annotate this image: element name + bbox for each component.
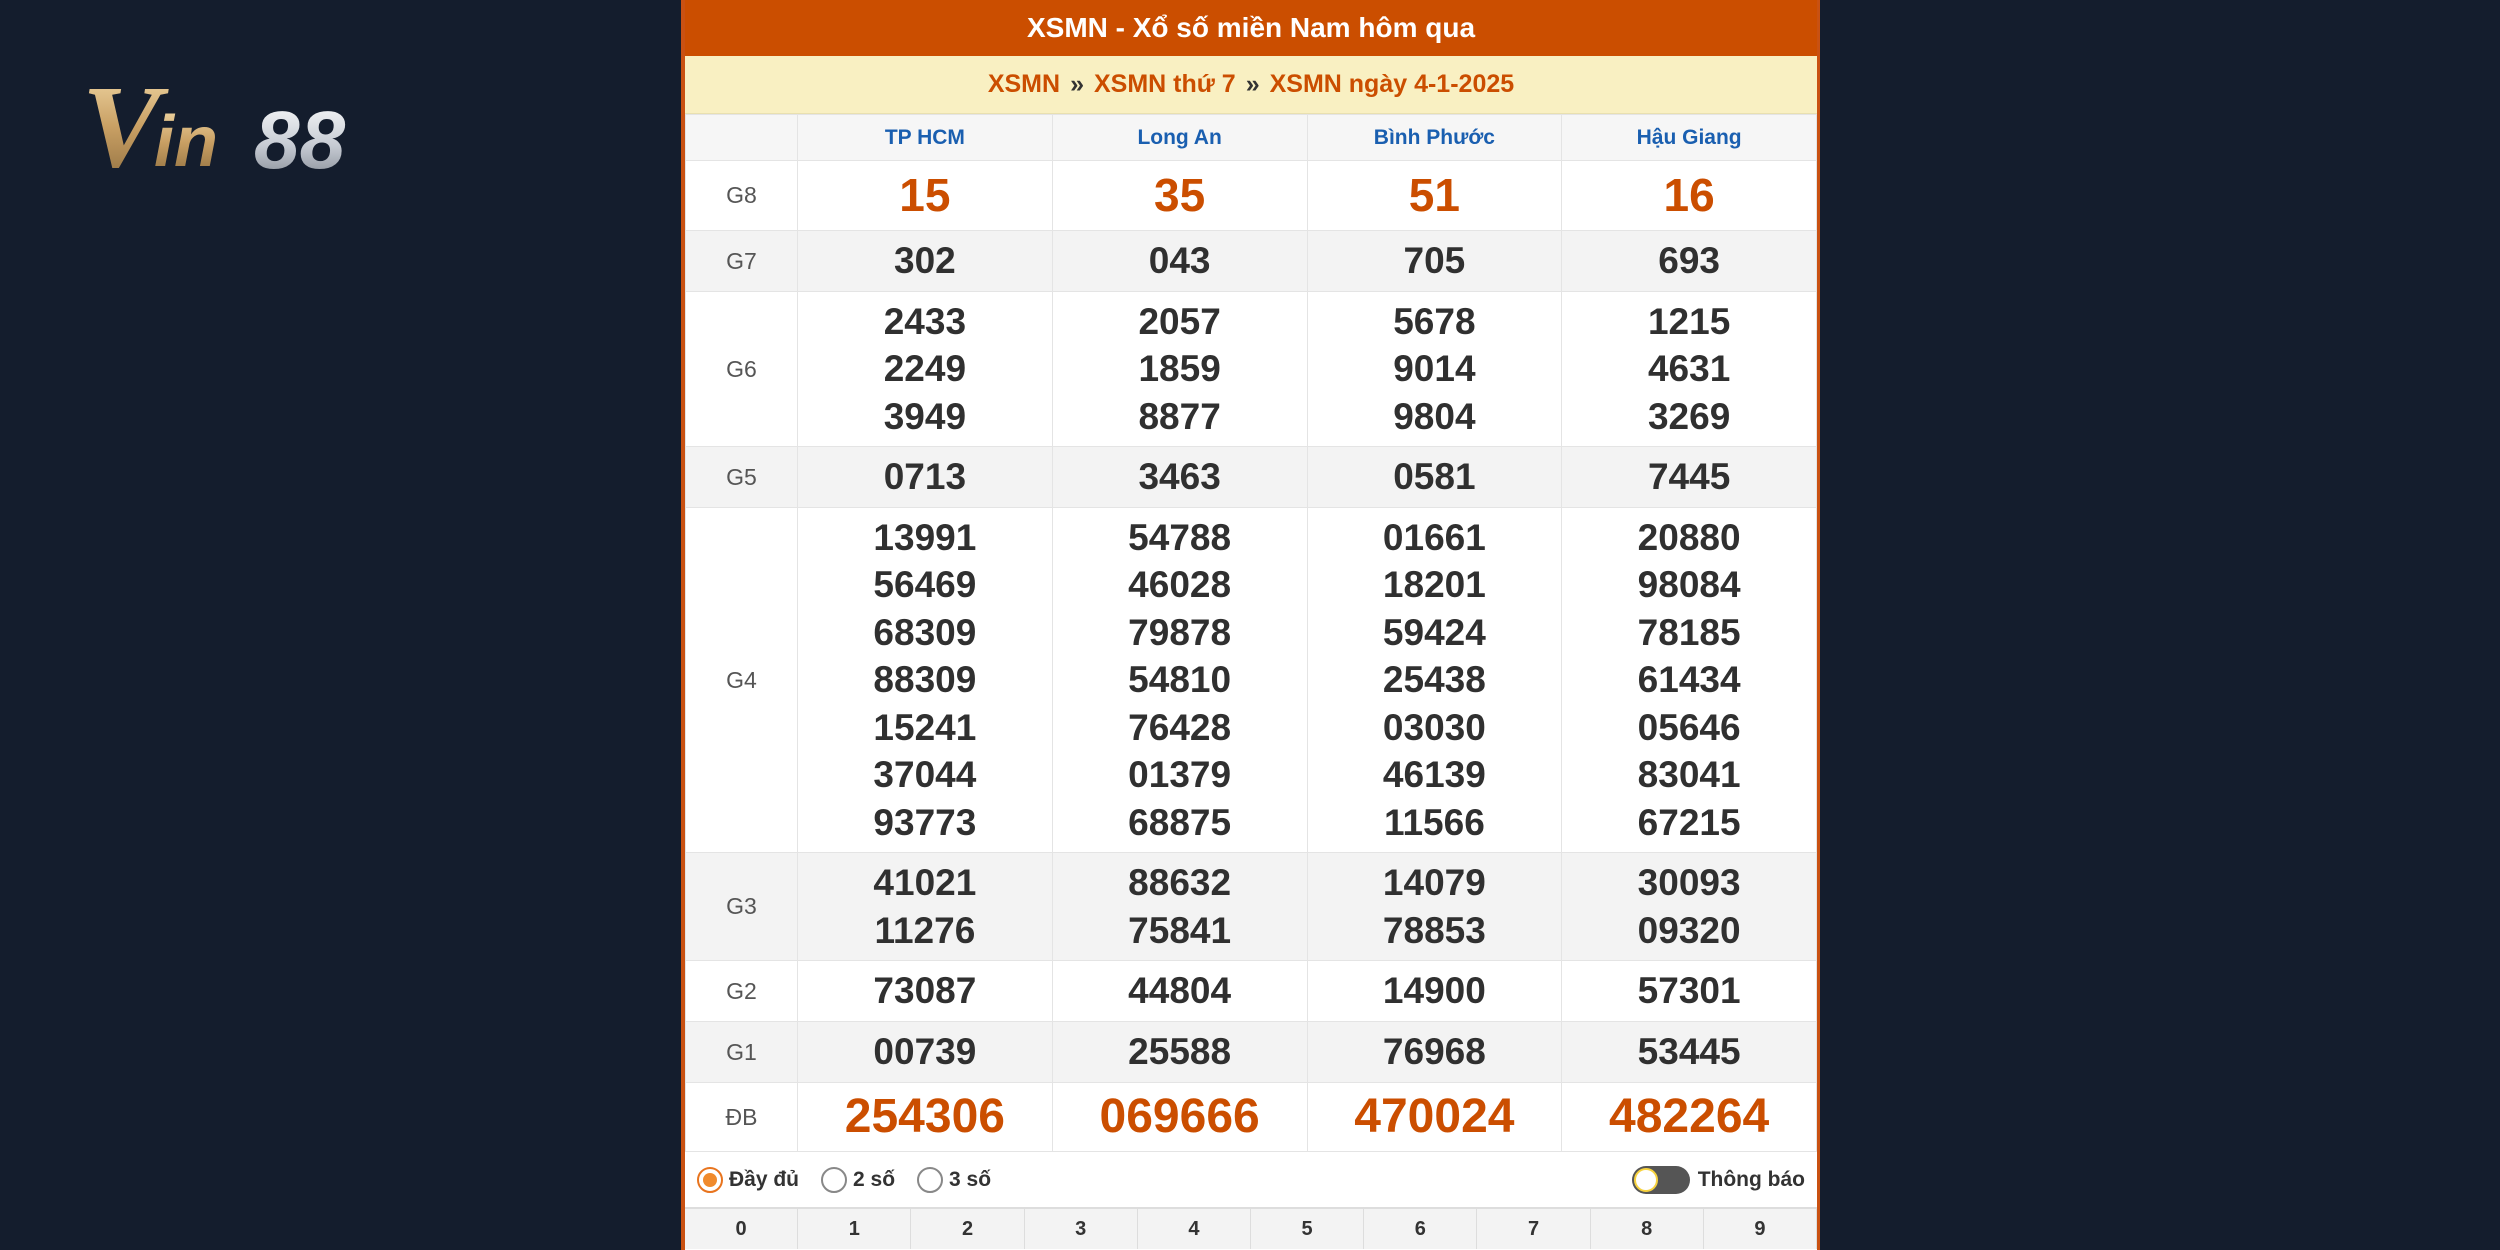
prize-number: 14900 — [1382, 970, 1486, 1012]
prize-row — [686, 961, 1817, 1022]
prize-cell — [1307, 508, 1562, 853]
prize-number: 67215 — [1637, 801, 1741, 843]
prize-label: G6 — [686, 292, 798, 447]
prize-cell — [1562, 292, 1817, 447]
prize-cell — [1052, 292, 1307, 447]
prize-number: 59424 — [1382, 611, 1486, 653]
prize-number: 20880 — [1637, 516, 1741, 558]
prize-row — [686, 1022, 1817, 1083]
prize-number: 88632 — [1128, 862, 1232, 903]
prize-row — [686, 231, 1817, 292]
prize-number: 53445 — [1637, 1031, 1741, 1073]
prize-number: 705 — [1403, 240, 1466, 282]
digit-filter-row — [685, 1208, 1817, 1249]
prize-label: G5 — [686, 447, 798, 508]
prize-cell — [1307, 231, 1562, 292]
prize-number: 7445 — [1647, 456, 1731, 498]
prize-label: ĐB — [686, 1083, 798, 1152]
option-3-digits[interactable] — [917, 1167, 991, 1193]
prize-row — [686, 1083, 1817, 1152]
prize-cell — [1052, 231, 1307, 292]
prize-label: G7 — [686, 231, 798, 292]
digit-filter-5[interactable]: 5 — [1251, 1209, 1364, 1249]
province-header[interactable]: Bình Phước — [1307, 115, 1562, 161]
prize-number: 00739 — [873, 1031, 977, 1073]
prize-cell — [798, 853, 1053, 961]
prize-cell — [1562, 231, 1817, 292]
prize-number: 09320 — [1637, 909, 1741, 951]
option-full-label: Đầy đủ — [729, 1167, 800, 1191]
prize-number: 15241 — [873, 706, 977, 748]
notify-option[interactable] — [1632, 1166, 1805, 1194]
option-full[interactable] — [697, 1167, 799, 1193]
prize-cell — [1562, 853, 1817, 961]
prize-number: 46139 — [1382, 754, 1486, 796]
prize-number: 3269 — [1647, 395, 1731, 437]
prize-number: 482264 — [1609, 1090, 1770, 1144]
prize-cell — [1052, 161, 1307, 231]
prize-number: 54810 — [1128, 659, 1232, 701]
prize-number: 0713 — [883, 456, 967, 498]
prize-number: 9804 — [1393, 395, 1476, 437]
prize-number: 35 — [1154, 168, 1206, 221]
prize-number: 68875 — [1128, 801, 1232, 843]
digit-filter-7[interactable]: 7 — [1477, 1209, 1590, 1249]
breadcrumb-separator: » — [1245, 70, 1260, 98]
prize-cell — [1052, 853, 1307, 961]
prize-number: 069666 — [1099, 1090, 1260, 1144]
prize-number: 18201 — [1382, 564, 1486, 606]
prize-cell — [1562, 1022, 1817, 1083]
page-title: XSMN - Xổ số miền Nam hôm qua — [685, 0, 1817, 56]
province-header[interactable]: Long An — [1052, 115, 1307, 161]
prize-number: 78853 — [1382, 909, 1486, 951]
results-panel — [681, 0, 1820, 1250]
prize-number: 0581 — [1393, 456, 1476, 498]
prize-row — [686, 447, 1817, 508]
notify-toggle[interactable] — [1632, 1166, 1690, 1194]
prize-number: 61434 — [1637, 659, 1741, 701]
digit-filter-2[interactable]: 2 — [911, 1209, 1024, 1249]
prize-number: 57301 — [1637, 970, 1741, 1012]
prize-cell — [1562, 961, 1817, 1022]
svg-text:in: in — [154, 102, 218, 182]
prize-cell — [1052, 508, 1307, 853]
prize-number: 01661 — [1382, 516, 1486, 558]
prize-number: 043 — [1148, 240, 1211, 282]
radio-full[interactable] — [697, 1167, 723, 1193]
breadcrumb — [685, 56, 1817, 114]
prize-number: 01379 — [1128, 754, 1232, 796]
prize-label: G4 — [686, 508, 798, 853]
prize-label: G3 — [686, 853, 798, 961]
prize-number: 2057 — [1138, 300, 1221, 342]
prize-cell — [1562, 161, 1817, 231]
prize-number: 05646 — [1637, 706, 1741, 748]
prize-number: 25438 — [1382, 659, 1486, 701]
radio-3-digits[interactable] — [917, 1167, 943, 1193]
option-3-digits-label: 3 số — [949, 1167, 992, 1191]
prize-number: 2249 — [883, 348, 967, 390]
prize-number: 4631 — [1647, 348, 1731, 390]
province-header-row — [686, 115, 1817, 161]
digit-filter-3[interactable]: 3 — [1025, 1209, 1138, 1249]
prize-cell — [1307, 1022, 1562, 1083]
prize-row — [686, 292, 1817, 447]
prize-cell — [798, 1022, 1053, 1083]
svg-text:V: V — [82, 66, 161, 186]
vin88-logo[interactable] — [82, 66, 442, 186]
prize-cell — [798, 1083, 1053, 1152]
prize-number: 93773 — [873, 801, 977, 843]
prize-cell — [798, 231, 1053, 292]
prize-cell — [798, 292, 1053, 447]
svg-text:88: 88 — [254, 95, 346, 186]
province-header[interactable]: Hậu Giang — [1562, 115, 1817, 161]
prize-number: 51 — [1408, 168, 1460, 221]
prize-cell — [1052, 447, 1307, 508]
notify-label: Thông báo — [1697, 1167, 1805, 1191]
prize-label: G2 — [686, 961, 798, 1022]
prize-number: 78185 — [1637, 611, 1741, 653]
prize-cell — [1307, 961, 1562, 1022]
digit-filter-6[interactable]: 6 — [1364, 1209, 1477, 1249]
breadcrumb-separator: » — [1070, 70, 1084, 98]
prize-row — [686, 161, 1817, 231]
prize-cell — [1307, 292, 1562, 447]
header-empty — [686, 115, 798, 161]
prize-cell — [798, 161, 1053, 231]
prize-number: 56469 — [873, 564, 977, 606]
prize-number: 3949 — [883, 395, 967, 437]
results-body — [686, 161, 1817, 1152]
results-table — [685, 114, 1817, 1152]
digit-filter-4[interactable]: 4 — [1138, 1209, 1251, 1249]
prize-number: 13991 — [873, 516, 977, 558]
prize-number: 68309 — [873, 611, 977, 653]
province-header[interactable]: TP HCM — [798, 115, 1053, 161]
prize-number: 1859 — [1138, 348, 1221, 390]
prize-cell — [1052, 961, 1307, 1022]
digit-filter-8[interactable]: 8 — [1591, 1209, 1704, 1249]
prize-cell — [798, 447, 1053, 508]
prize-number: 30093 — [1637, 862, 1741, 903]
prize-cell — [798, 961, 1053, 1022]
prize-cell — [1307, 1083, 1562, 1152]
prize-number: 5678 — [1393, 300, 1476, 342]
prize-number: 302 — [894, 240, 956, 282]
prize-number: 25588 — [1128, 1031, 1232, 1073]
prize-number: 76428 — [1128, 706, 1232, 748]
prize-label: G1 — [686, 1022, 798, 1083]
prize-cell — [798, 508, 1053, 853]
prize-row — [686, 853, 1817, 961]
prize-number: 3463 — [1138, 456, 1221, 498]
breadcrumb-xsmn[interactable]: XSMN — [987, 70, 1061, 98]
radio-2-digits[interactable] — [821, 1167, 847, 1193]
display-options — [685, 1152, 1817, 1208]
prize-number: 46028 — [1128, 564, 1232, 606]
breadcrumb-xsmn-thu7[interactable]: XSMN thứ 7 — [1093, 70, 1236, 98]
prize-number: 15 — [899, 168, 951, 221]
prize-number: 11566 — [1383, 801, 1485, 843]
prize-number: 73087 — [873, 970, 977, 1012]
prize-number: 88309 — [873, 659, 977, 701]
prize-cell — [1052, 1083, 1307, 1152]
prize-number: 14079 — [1382, 862, 1486, 903]
prize-number: 44804 — [1128, 970, 1232, 1012]
prize-number: 470024 — [1354, 1090, 1515, 1144]
option-2-digits-label: 2 số — [853, 1167, 896, 1191]
prize-cell — [1307, 161, 1562, 231]
prize-number: 98084 — [1637, 564, 1741, 606]
prize-number: 41021 — [873, 862, 977, 903]
vin88-logo-image — [82, 66, 442, 186]
prize-number: 83041 — [1637, 754, 1741, 796]
prize-number: 9014 — [1393, 348, 1476, 390]
prize-number: 75841 — [1128, 909, 1232, 951]
digit-filter-1[interactable]: 1 — [798, 1209, 911, 1249]
digit-filter-0[interactable]: 0 — [685, 1209, 798, 1249]
prize-cell — [1307, 853, 1562, 961]
prize-number: 76968 — [1382, 1031, 1486, 1073]
prize-cell — [1562, 1083, 1817, 1152]
prize-label: G8 — [686, 161, 798, 231]
prize-cell — [1307, 447, 1562, 508]
digit-filter-9[interactable]: 9 — [1704, 1209, 1817, 1249]
prize-number: 79878 — [1128, 611, 1232, 653]
prize-cell — [1052, 1022, 1307, 1083]
prize-number: 37044 — [873, 754, 977, 796]
prize-number: 8877 — [1138, 395, 1221, 437]
prize-cell — [1562, 508, 1817, 853]
prize-number: 11276 — [874, 909, 976, 951]
prize-number: 693 — [1658, 240, 1720, 282]
prize-number: 2433 — [883, 300, 967, 342]
prize-row — [686, 508, 1817, 853]
prize-number: 54788 — [1128, 516, 1232, 558]
breadcrumb-xsmn-date[interactable]: XSMN ngày 4-1-2025 — [1269, 70, 1515, 98]
prize-cell — [1562, 447, 1817, 508]
prize-number: 03030 — [1382, 706, 1486, 748]
prize-number: 254306 — [844, 1090, 1005, 1144]
prize-number: 16 — [1663, 168, 1715, 221]
option-2-digits[interactable] — [821, 1167, 895, 1193]
prize-number: 1215 — [1647, 300, 1731, 342]
